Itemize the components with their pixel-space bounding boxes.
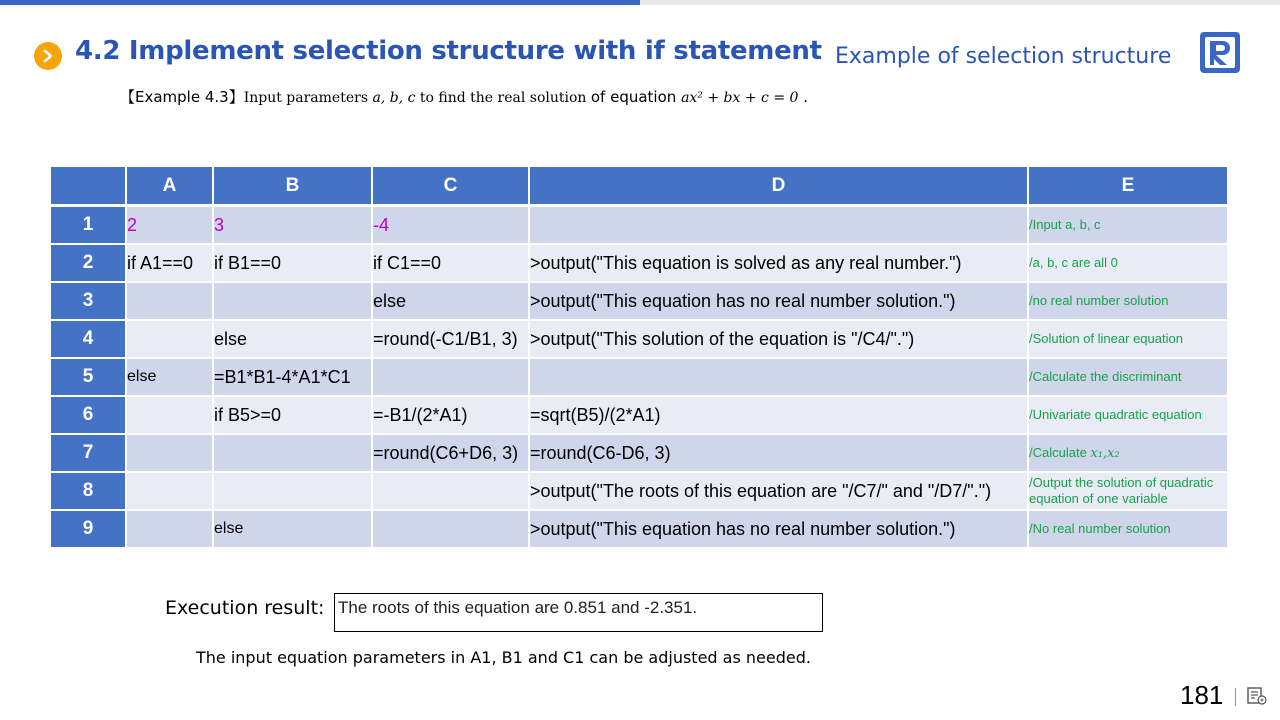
- footer-note: The input equation parameters in A1, B1 and C1 can be adjusted as needed.: [196, 648, 811, 667]
- execution-label: Execution result:: [165, 597, 325, 619]
- cell-d1[interactable]: [530, 207, 1029, 245]
- divider: [1235, 688, 1236, 706]
- progress-bar: [0, 0, 1280, 5]
- row-number: 2: [51, 245, 127, 283]
- cell-a8[interactable]: [127, 473, 214, 511]
- row-number: 7: [51, 435, 127, 473]
- row-number: 6: [51, 397, 127, 435]
- table-row: [51, 435, 1229, 473]
- page-number: 181: [1180, 680, 1224, 710]
- example-text-1: Input parameters: [243, 90, 373, 106]
- column-header-c: C: [373, 167, 530, 207]
- row-number: 3: [51, 283, 127, 321]
- example-text-2: to find the real solution: [415, 90, 591, 106]
- cell-e7-text: /Calculate: [1029, 444, 1091, 460]
- example-equation: ax² + bx + c = 0: [681, 90, 799, 106]
- cell-e9[interactable]: /No real number solution: [1029, 511, 1229, 549]
- cell-b2[interactable]: if B1==0: [214, 245, 373, 283]
- progress-fill: [0, 0, 640, 5]
- cell-e2[interactable]: /a, b, c are all 0: [1029, 245, 1229, 283]
- cell-e7[interactable]: [1029, 435, 1229, 473]
- cell-b7[interactable]: [214, 435, 373, 473]
- logo-r-icon: [1199, 31, 1241, 74]
- cell-a1[interactable]: 2: [127, 207, 214, 245]
- cell-a7[interactable]: [127, 435, 214, 473]
- code-grid: [51, 167, 1229, 549]
- column-header-d: D: [530, 167, 1029, 207]
- table-row: [51, 473, 1229, 511]
- cell-c1[interactable]: -4: [373, 207, 530, 245]
- cell-d9[interactable]: >output("This equation has no real number solution."): [530, 511, 1029, 549]
- cell-d5[interactable]: [530, 359, 1029, 397]
- cell-c5[interactable]: [373, 359, 530, 397]
- cell-b3[interactable]: [214, 283, 373, 321]
- example-statement: [120, 86, 808, 107]
- cell-c6[interactable]: =-B1/(2*A1): [373, 397, 530, 435]
- row-number: 5: [51, 359, 127, 397]
- table-row: [51, 511, 1229, 549]
- cell-c3[interactable]: else: [373, 283, 530, 321]
- cell-d6[interactable]: =sqrt(B5)/(2*A1): [530, 397, 1029, 435]
- cell-e3[interactable]: /no real number solution: [1029, 283, 1229, 321]
- table-row: [51, 283, 1229, 321]
- notes-icon[interactable]: [1246, 686, 1268, 706]
- cell-e8[interactable]: /Output the solution of quadratic equation of one variable: [1029, 473, 1229, 511]
- table-row: [51, 245, 1229, 283]
- cell-d7[interactable]: =round(C6-D6, 3): [530, 435, 1029, 473]
- column-header-e: E: [1029, 167, 1229, 207]
- page-subtitle: Example of selection structure: [835, 44, 1172, 69]
- cell-a6[interactable]: [127, 397, 214, 435]
- cell-d3[interactable]: >output("This equation has no real number solution."): [530, 283, 1029, 321]
- cell-a9[interactable]: [127, 511, 214, 549]
- row-number: 9: [51, 511, 127, 549]
- cell-b1[interactable]: 3: [214, 207, 373, 245]
- cell-e4[interactable]: /Solution of linear equation: [1029, 321, 1229, 359]
- cell-a5[interactable]: else: [127, 359, 214, 397]
- page-title: 4.2 Implement selection structure with if statement: [75, 36, 822, 66]
- cell-c4[interactable]: =round(-C1/B1, 3): [373, 321, 530, 359]
- cell-c8[interactable]: [373, 473, 530, 511]
- cell-e7-math: x₁,x₂: [1090, 445, 1120, 461]
- cell-b8[interactable]: [214, 473, 373, 511]
- cell-b5[interactable]: =B1*B1-4*A1*C1: [214, 359, 373, 397]
- cell-b9[interactable]: else: [214, 511, 373, 549]
- column-header-a: A: [127, 167, 214, 207]
- column-header-b: B: [214, 167, 373, 207]
- example-end: .: [798, 88, 808, 106]
- example-prefix: 【Example 4.3】: [120, 88, 244, 106]
- cell-b6[interactable]: if B5>=0: [214, 397, 373, 435]
- table-row: [51, 397, 1229, 435]
- example-params: a, b, c: [372, 90, 416, 106]
- cell-e6[interactable]: /Univariate quadratic equation: [1029, 397, 1229, 435]
- cell-c2[interactable]: if C1==0: [373, 245, 530, 283]
- row-number: 8: [51, 473, 127, 511]
- row-number: 1: [51, 207, 127, 245]
- cell-e1[interactable]: /Input a, b, c: [1029, 207, 1229, 245]
- cell-a3[interactable]: [127, 283, 214, 321]
- cell-b4[interactable]: else: [214, 321, 373, 359]
- corner-header: [51, 167, 127, 207]
- table-row: [51, 359, 1229, 397]
- cell-c9[interactable]: [373, 511, 530, 549]
- example-text-3: of equation: [590, 88, 682, 106]
- cell-d2[interactable]: >output("This equation is solved as any real number."): [530, 245, 1029, 283]
- cell-d8[interactable]: >output("The roots of this equation are "/C7/" and "/D7/"."): [530, 473, 1029, 511]
- table-row: [51, 321, 1229, 359]
- execution-result: The roots of this equation are 0.851 and -2.351.: [334, 593, 823, 632]
- cell-a4[interactable]: [127, 321, 214, 359]
- row-number: 4: [51, 321, 127, 359]
- chevron-right-icon: [34, 42, 62, 70]
- table-row: [51, 207, 1229, 245]
- cell-c7[interactable]: =round(C6+D6, 3): [373, 435, 530, 473]
- cell-a2[interactable]: if A1==0: [127, 245, 214, 283]
- cell-d4[interactable]: >output("This solution of the equation is "/C4/"."): [530, 321, 1029, 359]
- cell-e5[interactable]: /Calculate the discriminant: [1029, 359, 1229, 397]
